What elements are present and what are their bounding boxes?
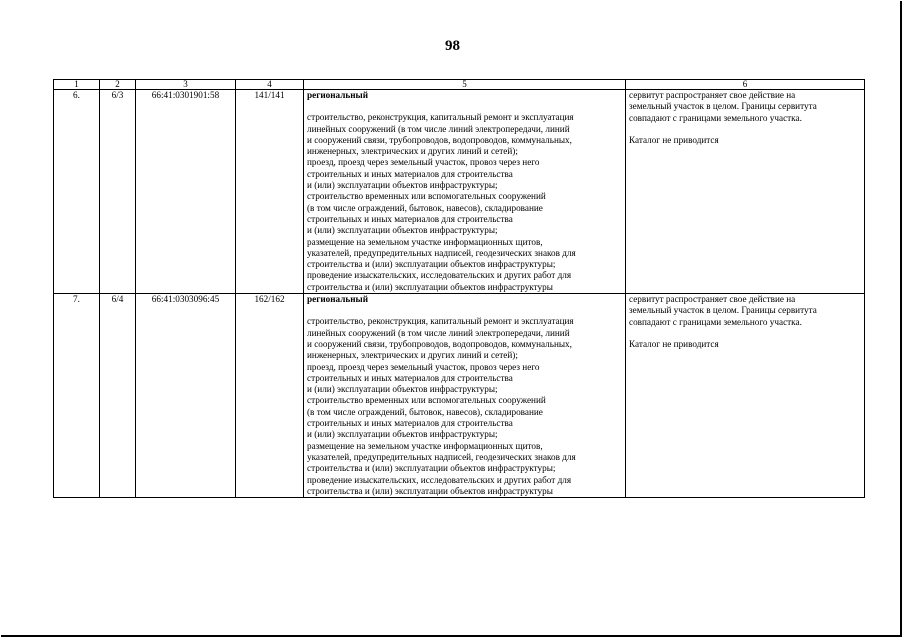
- page-number: 98: [445, 38, 460, 54]
- servitude-purposes: строительство, реконструкция, капитальный ремонт и эксплуатация линейных сооружений (в том числе линий электропередачи, линий и сооружений связи, трубопроводов, водопроводов, коммунальных, инженерных, электрических и других линий и сетей); проезд, проезд через земельный участок, провоз через него строительных и иных материалов для строительства и (или) эксплуатации объектов инфраструктуры; строительство временных или вспомогательных сооружений (в том числе ограждений, бытовок, навесов), складирование строительных и иных материалов для строительства и (или) эксплуатации объектов инфраструктуры; размещение на земельном участке информационных щитов, указателей, предупредительных надписей, геодезических знаков для строительства и (или) эксплуатации объектов инфраструктуры; проведение изыскательских, исследовательских и других работ для строительства и (или) эксплуатации объектов инфраструктуры: [307, 112, 576, 292]
- servitude-purposes: строительство, реконструкция, капитальный ремонт и эксплуатация линейных сооружений (в том числе линий электропередачи, линий и сооружений связи, трубопроводов, водопроводов, коммунальных, инженерных, электрических и других линий и сетей); проезд, проезд через земельный участок, провоз через него строительных и иных материалов для строительства и (или) эксплуатации объектов инфраструктуры; строительство временных или вспомогательных сооружений (в том числе ограждений, бытовок, навесов), складирование строительных и иных материалов для строительства и (или) эксплуатации объектов инфраструктуры; размещение на земельном участке информационных щитов, указателей, предупредительных надписей, геодезических знаков для строительства и (или) эксплуатации объектов инфраструктуры; проведение изыскательских, исследовательских и других работ для строительства и (или) эксплуатации объектов инфраструктуры: [307, 316, 576, 496]
- table-header-row: [54, 80, 865, 90]
- column-header: 1: [54, 80, 100, 90]
- area-value: 162/162: [236, 294, 304, 498]
- catalog-note: Каталог не приводится: [629, 134, 719, 145]
- row-number: 6.: [54, 90, 100, 294]
- cadastral-number: 66:41:0301901:58: [136, 90, 236, 294]
- servitude-note: сервитут распространяет свое действие на земельный участок в целом. Границы сервитута совпадают с границами земельного участка.: [629, 90, 817, 123]
- servitude-table: [53, 79, 865, 498]
- column-header: 4: [236, 80, 304, 90]
- servitude-kind: региональный: [307, 90, 368, 100]
- column-header: 2: [100, 80, 136, 90]
- servitude-note: сервитут распространяет свое действие на земельный участок в целом. Границы сервитута совпадают с границами земельного участка.: [629, 294, 817, 327]
- servitude-note-cell: [626, 294, 865, 498]
- servitude-description: [304, 294, 626, 498]
- table-row: [54, 294, 865, 498]
- catalog-note: Каталог не приводится: [629, 338, 719, 349]
- servitude-description: [304, 90, 626, 294]
- area-value: 141/141: [236, 90, 304, 294]
- row-code: 6/3: [100, 90, 136, 294]
- cadastral-number: 66:41:0303096:45: [136, 294, 236, 498]
- row-code: 6/4: [100, 294, 136, 498]
- column-header: 3: [136, 80, 236, 90]
- column-header: 5: [304, 80, 626, 90]
- row-number: 7.: [54, 294, 100, 498]
- column-header: 6: [626, 80, 865, 90]
- table-row: [54, 90, 865, 294]
- servitude-kind: региональный: [307, 294, 368, 305]
- servitude-note-cell: [626, 90, 865, 294]
